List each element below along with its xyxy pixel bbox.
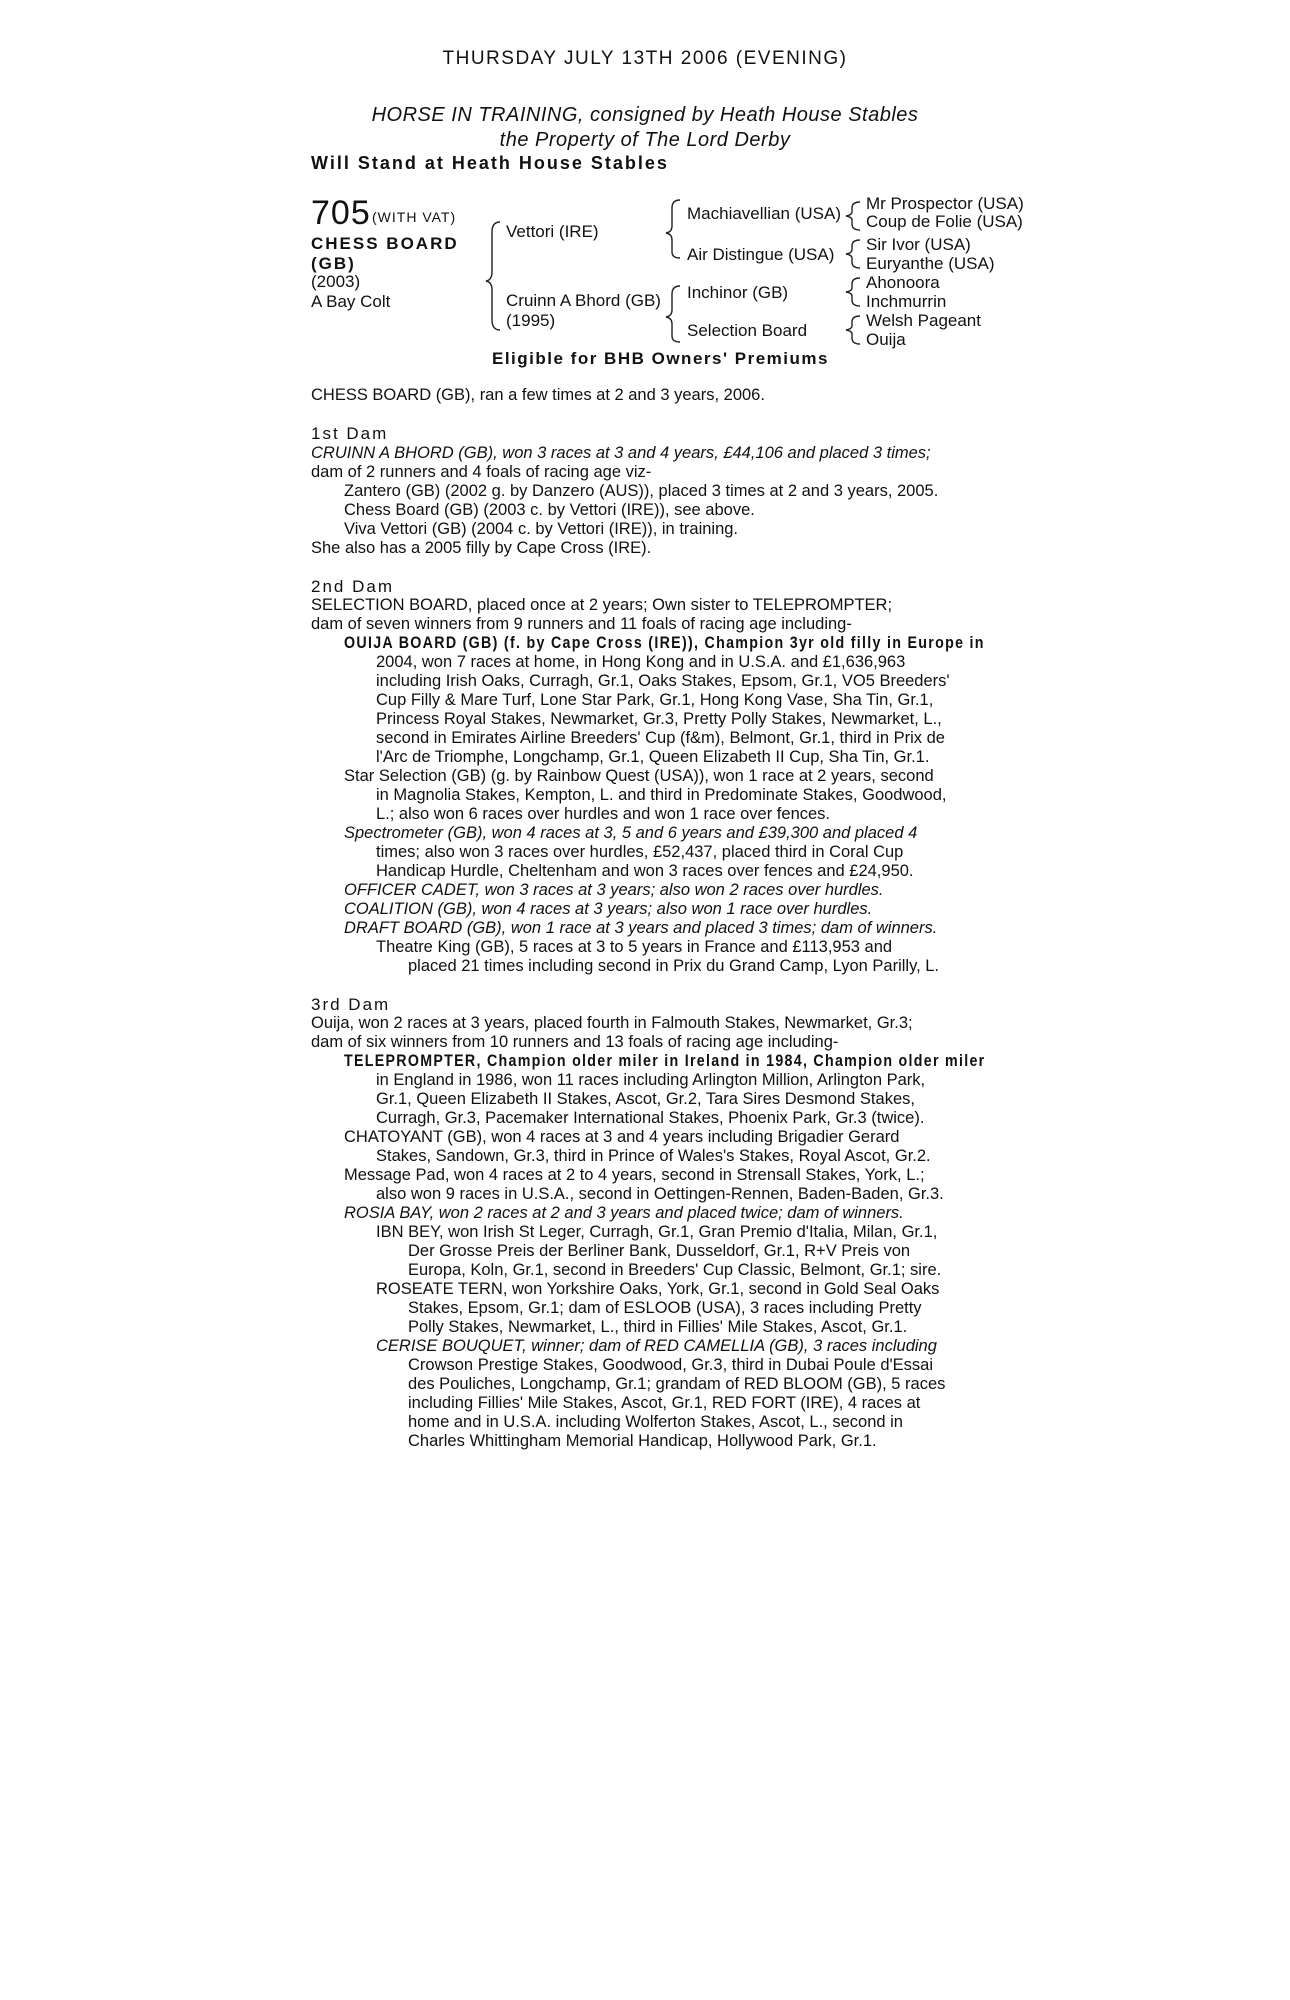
third-dam-line: CERISE BOUQUET, winner; dam of RED CAMELLIA (GB), 3 races including [376, 1337, 937, 1355]
horse-description: A Bay Colt [311, 292, 391, 311]
second-dam-line: OUIJA BOARD (GB) (f. by Cape Cross (IRE)), Champion 3yr old filly in Europe in [344, 634, 985, 652]
first-dam-line: Chess Board (GB) (2003 c. by Vettori (IRE)), see above. [344, 501, 755, 519]
pedigree-sds: Sir Ivor (USA) [866, 235, 971, 254]
pedigree-sdd: Euryanthe (USA) [866, 254, 995, 273]
third-dam-line: Der Grosse Preis der Berliner Bank, Dusseldorf, Gr.1, R+V Preis von [408, 1242, 911, 1260]
second-dam-line: including Irish Oaks, Curragh, Gr.1, Oaks Stakes, Epsom, Gr.1, VO5 Breeders' [376, 672, 950, 690]
third-dam-line: TELEPROMPTER, Champion older miler in Ireland in 1984, Champion older miler [344, 1052, 986, 1070]
eligibility-note: Eligible for BHB Owners' Premiums [492, 349, 829, 368]
second-dam-line: Handicap Hurdle, Cheltenham and won 3 races over fences and £24,950. [376, 862, 914, 880]
third-dam-line: also won 9 races in U.S.A., second in Oettingen-Rennen, Baden-Baden, Gr.3. [376, 1185, 944, 1203]
second-dam-line: Star Selection (GB) (g. by Rainbow Quest (USA)), won 1 race at 2 years, second [344, 767, 934, 785]
stand-line: Will Stand at Heath House Stables [311, 153, 669, 173]
third-dam-line: CHATOYANT (GB), won 4 races at 3 and 4 years including Brigadier Gerard [344, 1128, 900, 1146]
pedigree-dds: Welsh Pageant [866, 311, 981, 330]
second-dam-line: OFFICER CADET, won 3 races at 3 years; also won 2 races over hurdles. [344, 881, 884, 899]
pedigree-dam-sire: Inchinor (GB) [687, 283, 789, 302]
lot-number: 705 [311, 194, 371, 232]
third-dam-line: IBN BEY, won Irish St Leger, Curragh, Gr.1, Gran Premio d'Italia, Milan, Gr.1, [376, 1223, 938, 1241]
third-dam-line: des Pouliches, Longchamp, Gr.1; grandam of RED BLOOM (GB), 5 races [408, 1375, 946, 1393]
second-dam-line: L.; also won 6 races over hurdles and won 1 race over fences. [376, 805, 830, 823]
pedigree-dam-dam: Selection Board [687, 321, 808, 340]
property-line: the Property of The Lord Derby [499, 129, 791, 151]
horse-name: CHESS BOARD (GB) [311, 234, 459, 273]
third-dam-line: home and in U.S.A. including Wolferton Stakes, Ascot, L., second in [408, 1413, 903, 1431]
second-dam-line: Theatre King (GB), 5 races at 3 to 5 years in France and £113,953 and [376, 938, 893, 956]
horse-year: (2003) [311, 272, 361, 291]
first-dam-line: CRUINN A BHORD (GB), won 3 races at 3 and 4 years, £44,106 and placed 3 times; [311, 444, 931, 462]
third-dam-line: Charles Whittingham Memorial Handicap, Hollywood Park, Gr.1. [408, 1432, 877, 1450]
pedigree-dam: Cruinn A Bhord (GB) [506, 291, 661, 310]
third-dam-line: Europa, Koln, Gr.1, second in Breeders' Cup Classic, Belmont, Gr.1; sire. [408, 1261, 942, 1279]
sale-date: THURSDAY JULY 13TH 2006 (EVENING) [442, 48, 848, 69]
pedigree-ssd: Coup de Folie (USA) [866, 212, 1023, 231]
third-dam-line: in England in 1986, won 11 races including Arlington Million, Arlington Park, [376, 1071, 926, 1089]
second-dam-line: placed 21 times including second in Prix du Grand Camp, Lyon Parilly, L. [408, 957, 940, 975]
second-dam-line: Spectrometer (GB), won 4 races at 3, 5 and 6 years and £39,300 and placed 4 [344, 824, 918, 842]
pedigree-sire-dam: Air Distingue (USA) [687, 245, 835, 264]
second-dam-line: times; also won 3 races over hurdles, £52,437, placed third in Coral Cup [376, 843, 904, 861]
third-dam-line: Polly Stakes, Newmarket, L., third in Fillies' Mile Stakes, Ascot, Gr.1. [408, 1318, 908, 1336]
second-dam-line: dam of seven winners from 9 runners and 11 foals of racing age including- [311, 615, 852, 633]
pedigree-dss: Ahonoora [866, 273, 940, 292]
third-dam-line: Curragh, Gr.3, Pacemaker International Stakes, Phoenix Park, Gr.3 (twice). [376, 1109, 925, 1127]
second-dam-line: Princess Royal Stakes, Newmarket, Gr.3, Pretty Polly Stakes, Newmarket, L., [376, 710, 942, 728]
second-dam-line: SELECTION BOARD, placed once at 2 years; Own sister to TELEPROMPTER; [311, 596, 893, 614]
third-dam-line: Gr.1, Queen Elizabeth II Stakes, Ascot, Gr.2, Tara Sires Desmond Stakes, [376, 1090, 915, 1108]
second-dam-line: second in Emirates Airline Breeders' Cup (f&m), Belmont, Gr.1, third in Prix de [376, 729, 945, 747]
pedigree-sire-sire: Machiavellian (USA) [687, 204, 841, 223]
second-dam-line: 2004, won 7 races at home, in Hong Kong and in U.S.A. and £1,636,963 [376, 653, 906, 671]
third-dam-heading: 3rd Dam [311, 995, 391, 1014]
second-dam-line: l'Arc de Triomphe, Longchamp, Gr.1, Queen Elizabeth II Cup, Sha Tin, Gr.1. [376, 748, 930, 766]
second-dam-line: Cup Filly & Mare Turf, Lone Star Park, Gr.1, Hong Kong Vase, Sha Tin, Gr.1, [376, 691, 934, 709]
consignment-line: HORSE IN TRAINING, consigned by Heath House Stables [371, 104, 919, 126]
third-dam-line: including Fillies' Mile Stakes, Ascot, Gr.1, RED FORT (IRE), 4 races at [408, 1394, 921, 1412]
third-dam-line: Crowson Prestige Stakes, Goodwood, Gr.3, third in Dubai Poule d'Essai [408, 1356, 934, 1374]
third-dam-line: Ouija, won 2 races at 3 years, placed fourth in Falmouth Stakes, Newmarket, Gr.3; [311, 1014, 913, 1032]
second-dam-line: DRAFT BOARD (GB), won 1 race at 3 years and placed 3 times; dam of winners. [344, 919, 938, 937]
third-dam-line: Message Pad, won 4 races at 2 to 4 years, second in Strensall Stakes, York, L.; [344, 1166, 925, 1184]
pedigree-sire: Vettori (IRE) [506, 222, 599, 241]
pedigree-braces [0, 0, 1290, 400]
race-summary: CHESS BOARD (GB), ran a few times at 2 and 3 years, 2006. [311, 386, 765, 404]
third-dam-line: ROSIA BAY, won 2 races at 2 and 3 years and placed twice; dam of winners. [344, 1204, 904, 1222]
pedigree-dam-year: (1995) [506, 311, 556, 330]
second-dam-line: in Magnolia Stakes, Kempton, L. and third in Predominate Stakes, Goodwood, [376, 786, 947, 804]
second-dam-line: COALITION (GB), won 4 races at 3 years; also won 1 race over hurdles. [344, 900, 873, 918]
first-dam-line: Viva Vettori (GB) (2004 c. by Vettori (IRE)), in training. [344, 520, 739, 538]
third-dam-line: ROSEATE TERN, won Yorkshire Oaks, York, Gr.1, second in Gold Seal Oaks [376, 1280, 940, 1298]
pedigree-sss: Mr Prospector (USA) [866, 194, 1024, 213]
first-dam-line: dam of 2 runners and 4 foals of racing age viz- [311, 463, 652, 481]
second-dam-heading: 2nd Dam [311, 577, 394, 596]
pedigree-dsd: Inchmurrin [866, 292, 947, 311]
lot-vat: (WITH VAT) [372, 209, 457, 225]
third-dam-line: Stakes, Epsom, Gr.1; dam of ESLOOB (USA), 3 races including Pretty [408, 1299, 922, 1317]
first-dam-line: She also has a 2005 filly by Cape Cross (IRE). [311, 539, 652, 557]
third-dam-line: Stakes, Sandown, Gr.3, third in Prince of Wales's Stakes, Royal Ascot, Gr.2. [376, 1147, 931, 1165]
pedigree-ddd: Ouija [866, 330, 906, 349]
first-dam-heading: 1st Dam [311, 424, 389, 443]
first-dam-line: Zantero (GB) (2002 g. by Danzero (AUS)), placed 3 times at 2 and 3 years, 2005. [344, 482, 939, 500]
third-dam-line: dam of six winners from 10 runners and 13 foals of racing age including- [311, 1033, 839, 1051]
